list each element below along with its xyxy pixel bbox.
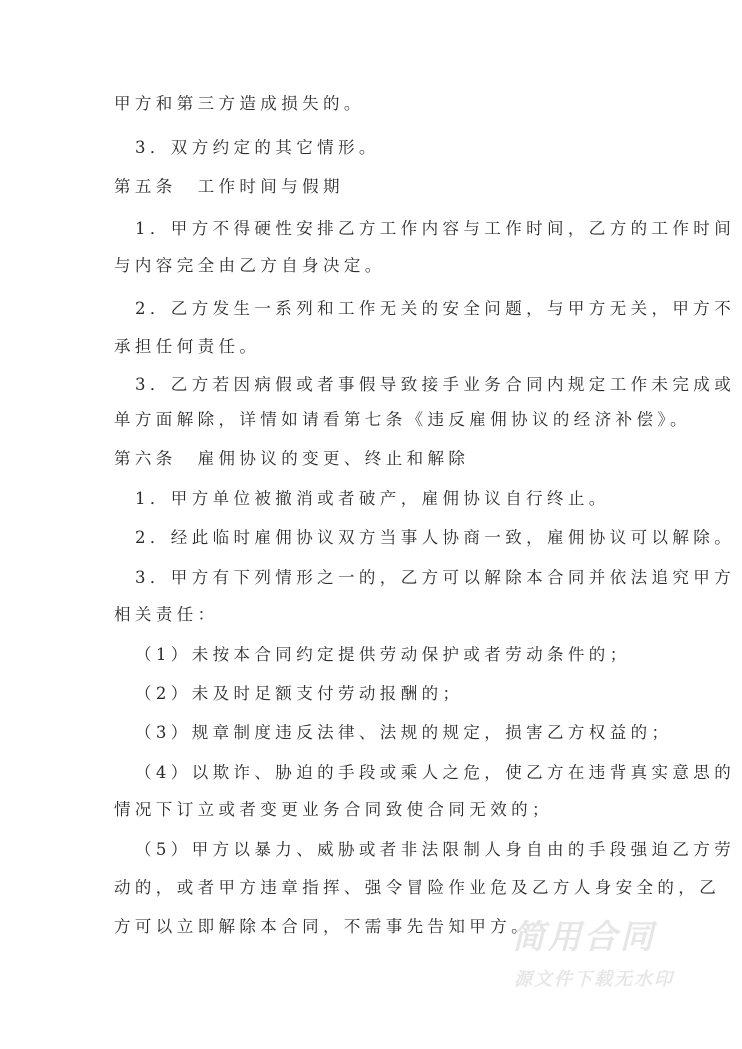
text-line: 甲方和第三方造成损失的。 — [114, 94, 365, 113]
list-item: 3．甲方有下列情形之一的，乙方可以解除本合同并依法追究甲方 — [135, 568, 736, 587]
section-heading-article-5: 第五条 工作时间与假期 — [114, 177, 344, 196]
sub-list-item: （4）以欺诈、胁迫的手段或乘人之危，使乙方在违背真实意思的 — [135, 763, 736, 782]
watermark-subtitle: 源文件下载无水印 — [514, 969, 674, 990]
section-heading-article-6: 第六条 雇佣协议的变更、终止和解除 — [114, 449, 470, 468]
list-item: 2．经此临时雇佣协议双方当事人协商一致，雇佣协议可以解除。 — [135, 528, 736, 547]
list-item: 3．乙方若因病假或者事假导致接手业务合同内规定工作未完成或 — [135, 375, 736, 394]
text-line: 相关责任： — [114, 605, 219, 624]
text-line: 承担任何责任。 — [114, 337, 261, 356]
sub-list-item: （5）甲方以暴力、威胁或者非法限制人身自由的手段强迫乙方劳 — [135, 840, 736, 859]
list-item: 2．乙方发生一系列和工作无关的安全问题，与甲方无关，甲方不 — [135, 299, 736, 318]
list-item: 1．甲方不得硬性安排乙方工作内容与工作时间，乙方的工作时间 — [135, 219, 736, 238]
sub-list-item: （3）规章制度违反法律、法规的规定，损害乙方权益的； — [135, 723, 673, 742]
sub-list-item: （2）未及时足额支付劳动报酬的； — [135, 684, 464, 703]
text-line: 动的，或者甲方违章指挥、强令冒险作业危及乙方人身安全的，乙 — [114, 878, 721, 897]
watermark-title: 简用合同 — [512, 917, 656, 956]
watermark — [512, 918, 712, 992]
list-item: 1．甲方单位被撤消或者破产，雇佣协议自行终止。 — [135, 489, 610, 508]
text-line: 情况下订立或者变更业务合同致使合同无效的； — [114, 800, 553, 819]
list-item: 3．双方约定的其它情形。 — [135, 138, 380, 157]
text-line: 单方面解除，详情如请看第七条《违反雇佣协议的经济补偿》。 — [114, 410, 691, 429]
text-line: 方可以立即解除本合同，不需事先告知甲方。 — [114, 917, 532, 936]
sub-list-item: （1）未按本合同约定提供劳动保护或者劳动条件的； — [135, 645, 631, 664]
text-line: 与内容完全由乙方自身决定。 — [114, 256, 386, 275]
